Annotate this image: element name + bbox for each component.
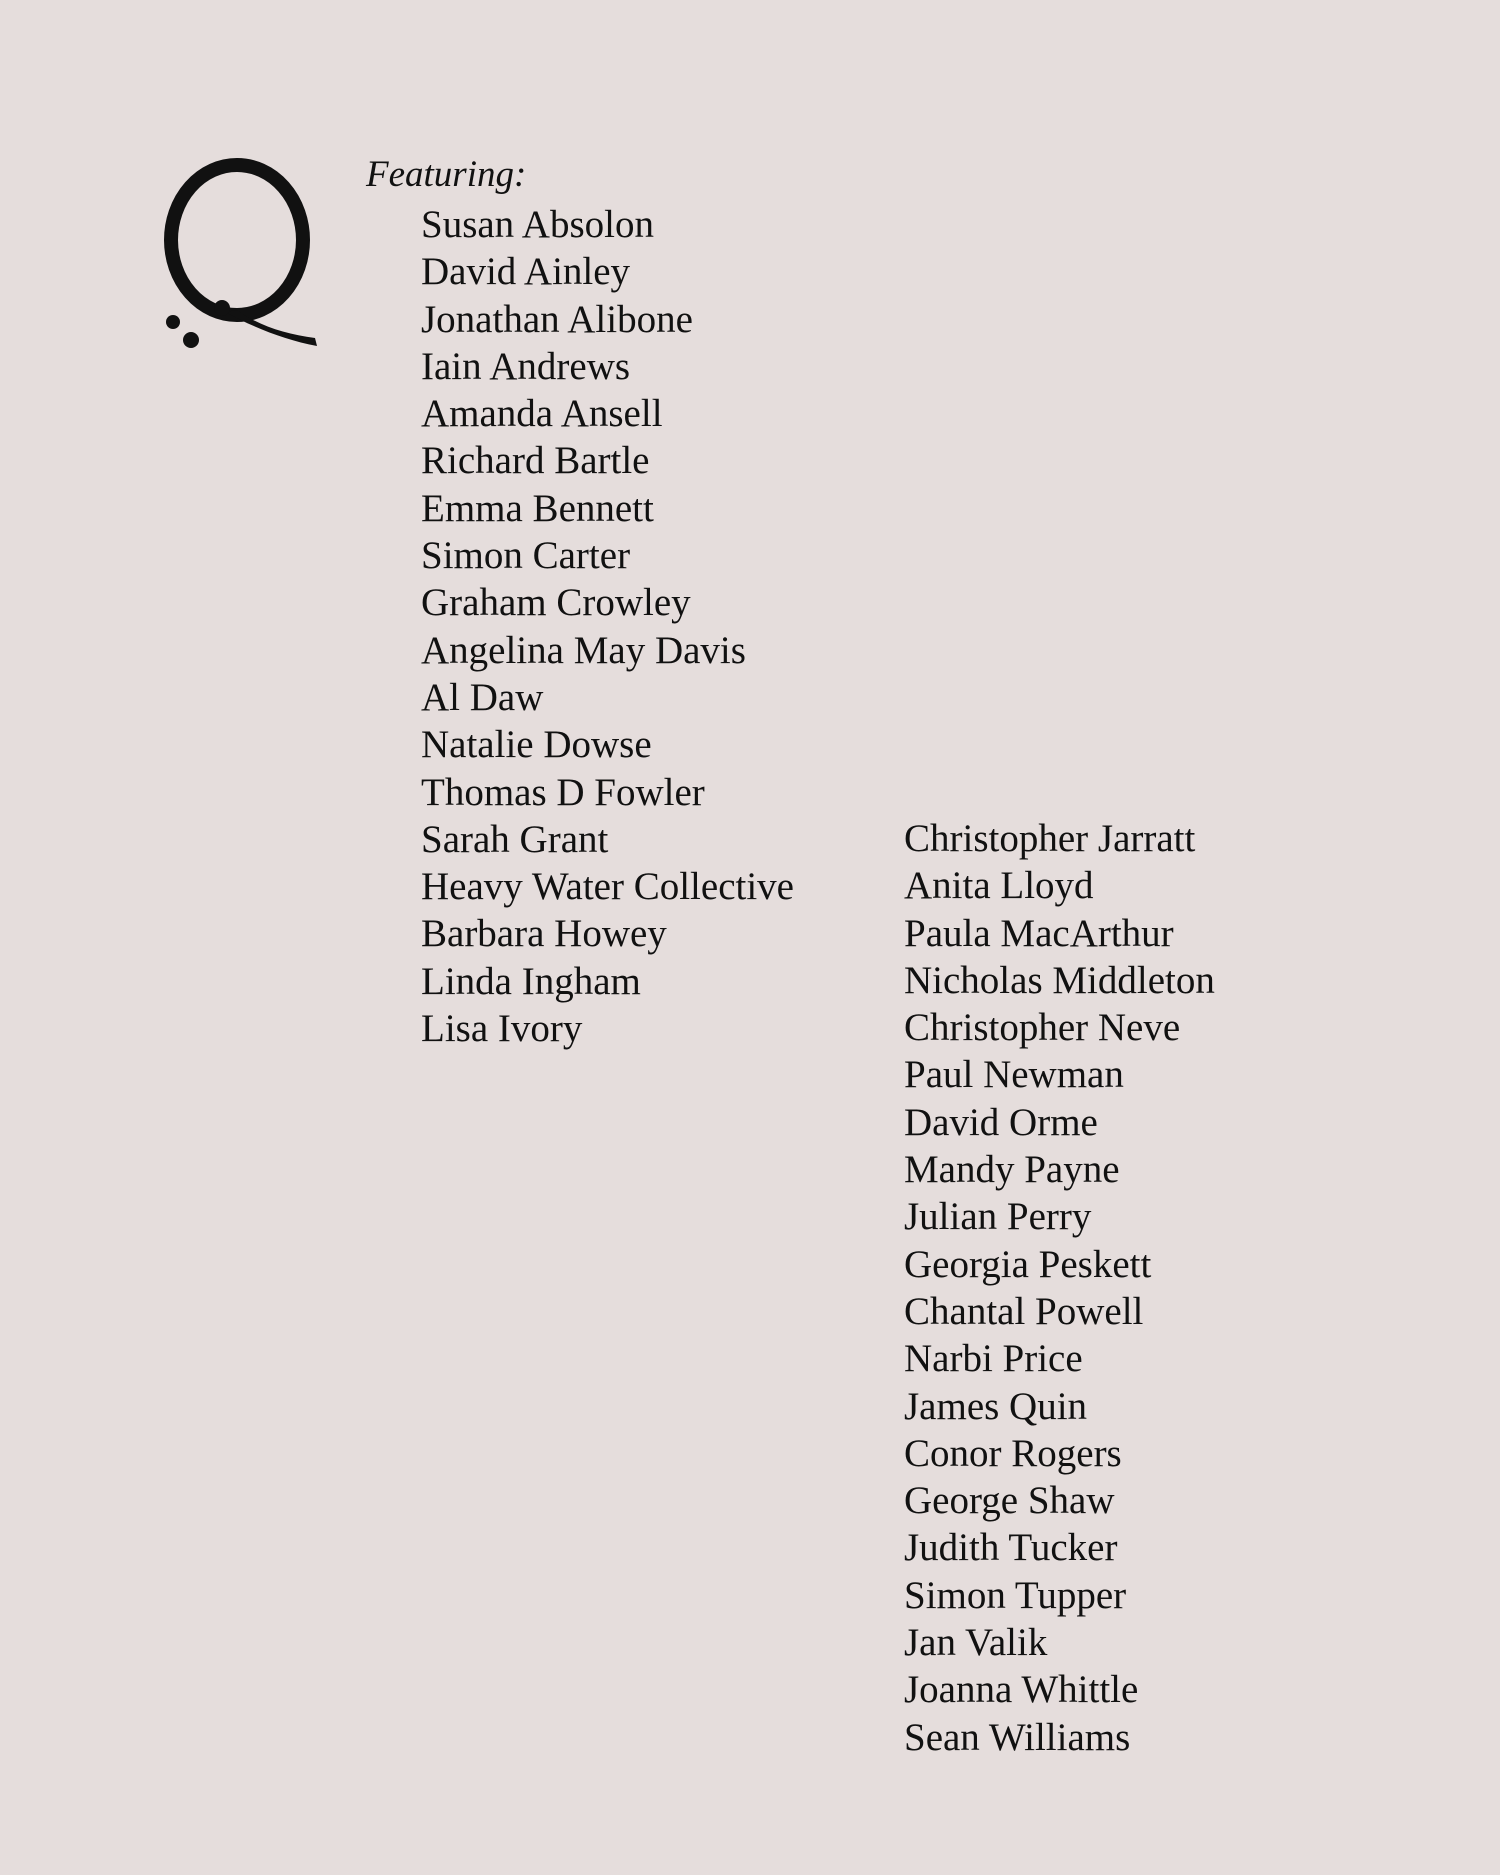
list-item: David Orme: [904, 1100, 1098, 1144]
list-item: Christopher Neve: [904, 1006, 1181, 1050]
list-item: David Ainley: [421, 250, 631, 294]
list-item: Paula MacArthur: [904, 911, 1174, 955]
list-item: Joanna Whittle: [904, 1668, 1139, 1712]
list-item: Sarah Grant: [421, 817, 609, 861]
list-item: George Shaw: [904, 1479, 1115, 1523]
list-item: Nicholas Middleton: [904, 958, 1215, 1002]
list-item: Barbara Howey: [421, 912, 667, 956]
list-item: Heavy Water Collective: [421, 865, 794, 909]
name-list-left: [421, 201, 794, 1052]
list-item: James Quin: [904, 1384, 1088, 1428]
list-item: Iain Andrews: [421, 344, 631, 388]
list-item: Chantal Powell: [904, 1289, 1144, 1333]
featuring-heading: Featuring:: [366, 154, 527, 195]
list-item: Georgia Peskett: [904, 1242, 1152, 1286]
list-item: Al Daw: [421, 675, 544, 719]
list-item: Conor Rogers: [904, 1431, 1122, 1475]
list-item: Emma Bennett: [421, 486, 654, 530]
list-item: Christopher Jarratt: [904, 817, 1196, 860]
list-item: Narbi Price: [904, 1337, 1083, 1381]
list-item: Mandy Payne: [904, 1148, 1120, 1192]
list-item: Julian Perry: [904, 1195, 1092, 1239]
list-item: Simon Tupper: [904, 1573, 1127, 1617]
list-item: Jan Valik: [904, 1621, 1048, 1665]
list-item: Angelina May Davis: [421, 628, 746, 672]
list-item: Anita Lloyd: [904, 864, 1094, 908]
list-item: Sean Williams: [904, 1715, 1131, 1759]
list-item: Natalie Dowse: [421, 723, 652, 767]
list-item: Susan Absolon: [421, 203, 654, 246]
list-item: Jonathan Alibone: [421, 297, 693, 341]
q-logo-icon: [155, 150, 325, 360]
list-item: Judith Tucker: [904, 1526, 1118, 1570]
list-item: Lisa Ivory: [421, 1007, 583, 1051]
name-list-right: [904, 815, 1215, 1761]
list-item: Richard Bartle: [421, 439, 650, 483]
list-item: Simon Carter: [421, 534, 631, 578]
list-item: Amanda Ansell: [421, 392, 663, 436]
list-item: Graham Crowley: [421, 581, 691, 625]
list-item: Paul Newman: [904, 1053, 1124, 1097]
list-item: Thomas D Fowler: [421, 770, 705, 814]
list-item: Linda Ingham: [421, 959, 641, 1003]
